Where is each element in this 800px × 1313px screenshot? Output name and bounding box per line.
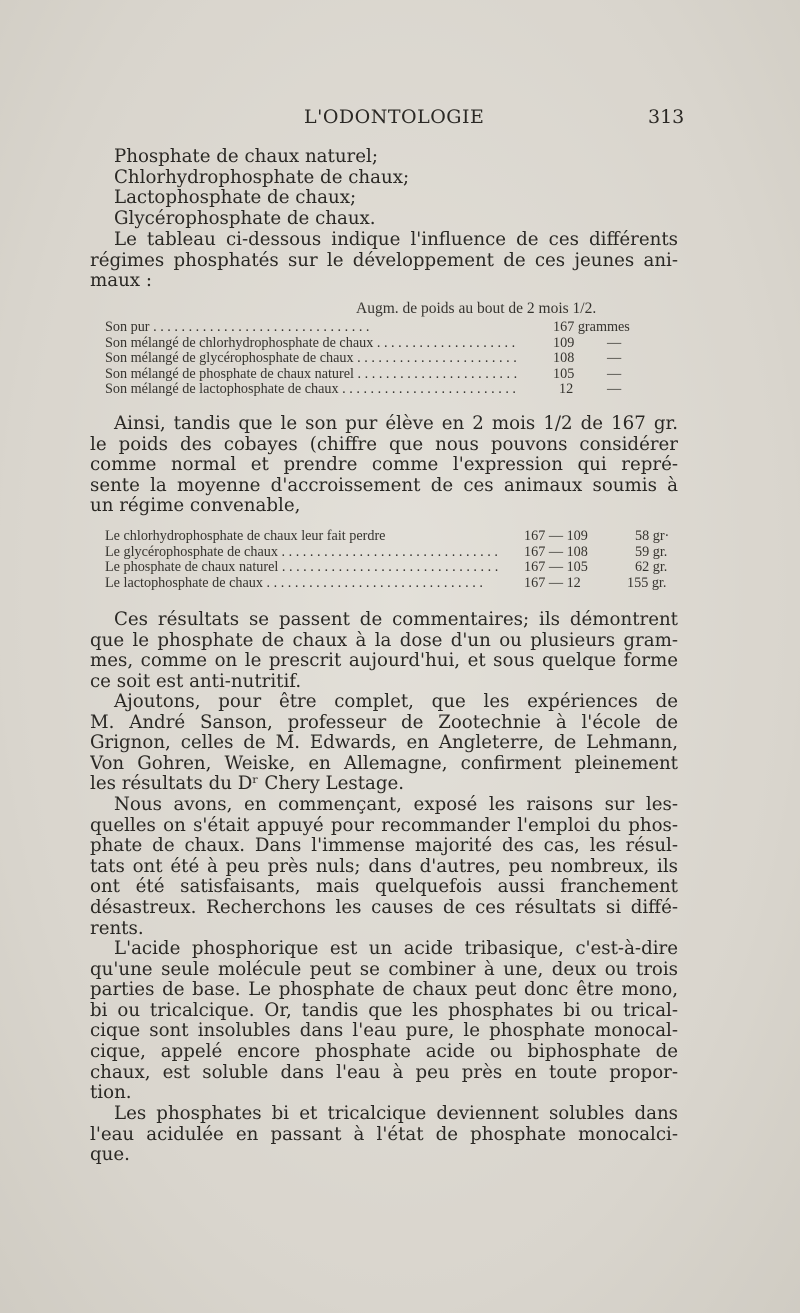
table-row	[105, 336, 665, 352]
table-row	[105, 529, 685, 545]
text-line: M. André Sanson, professeur de Zootechnie à l'école de	[90, 712, 678, 733]
row-label: Son mélangé de glycérophosphate de chaux	[105, 351, 354, 367]
text-line: maux :	[90, 270, 152, 292]
text-line: que.	[90, 1144, 130, 1166]
text-line: sente la moyenne d'accroissement de ces animaux soumis à	[90, 475, 678, 496]
row-result: 58 gr·	[635, 528, 670, 544]
row-label: Son mélangé de phosphate de chaux naturel	[105, 366, 354, 382]
table-row	[105, 576, 685, 592]
text-line: ont été satisfaisants, mais quelquefois aussi franchement	[90, 877, 678, 898]
list-item: Phosphate de chaux naturel;	[114, 146, 378, 167]
text-line: parties de base. Le phosphate de chaux peut donc être mono,	[90, 980, 678, 1001]
table-row	[105, 382, 665, 398]
row-calc: 167 — 12	[524, 574, 581, 591]
text-line: Ainsi, tandis que le son pur élève en 2 mois 1/2 de 167 gr.	[114, 414, 678, 434]
row-value: 105	[553, 365, 575, 382]
row-label: Son mélangé de chlorhydrophosphate de chaux	[105, 335, 374, 351]
paragraph-experiments	[90, 692, 678, 795]
text-line: cique sont insolubles dans l'eau pure, le phosphate monocal-	[90, 1021, 678, 1042]
row-label: Son pur	[105, 320, 150, 335]
row-label: Le chlorhydrophosphate de chaux leur fait perdre	[105, 529, 386, 544]
text-line: les résultats du Dʳ Chery Lestage.	[90, 773, 405, 795]
row-result: 59 gr.	[635, 543, 668, 560]
text-line: qu'une seule molécule peut se combiner à une, deux ou trois	[90, 959, 678, 980]
text-line: tats ont été à peu près nuls; dans d'autres, peu nombreux, ils	[90, 856, 678, 877]
text-line: Nous avons, en commençant, exposé les raisons sur les-	[114, 795, 678, 815]
paragraph-phosphoric-acid	[90, 939, 678, 1104]
row-value: 109	[553, 334, 575, 351]
text-line: régimes phosphatés sur le développement de ces jeunes ani-	[90, 250, 678, 271]
row-label: Le phosphate de chaux naturel	[105, 560, 279, 576]
text-line: quelles on s'était appuyé pour recommander l'emploi du phos-	[90, 815, 678, 836]
weight-loss-table	[105, 529, 685, 591]
text-line: comme normal et prendre comme l'expression qui repré-	[90, 455, 678, 476]
page-header	[0, 106, 800, 134]
list-item: Chlorhydrophosphate de chaux;	[114, 166, 410, 188]
table-row	[105, 320, 665, 336]
text-line: Von Gohren, Weiske, en Allemagne, confirment pleinement	[90, 753, 678, 774]
table1-header: Augm. de poids au bout de 2 mois 1/2.	[356, 300, 597, 317]
row-calc: 167 — 109	[524, 528, 588, 544]
running-title: L'ODONTOLOGIE	[304, 106, 485, 128]
row-label: Son mélangé de lactophosphate de chaux	[105, 382, 339, 398]
row-unit: —	[607, 365, 622, 382]
text-line: phate de chaux. Dans l'immense majorité des cas, les résul-	[90, 836, 678, 857]
text-line: que le phosphate de chaux à la dose d'un ou plusieurs gram-	[90, 630, 678, 651]
row-unit: —	[607, 334, 622, 351]
text-line: le poids des cobayes (chiffre que nous pouvons considérer	[90, 434, 678, 455]
text-line: Les phosphates bi et tricalcique deviennent solubles dans	[114, 1104, 678, 1124]
row-value: 167 grammes	[553, 319, 630, 335]
text-line: un régime convenable,	[90, 495, 301, 517]
text-line: ce soit est anti-nutritif.	[90, 670, 302, 692]
text-line: Le tableau ci-dessous indique l'influence de ces différents	[114, 230, 678, 250]
row-label: Le glycérophosphate de chaux	[105, 544, 278, 560]
text-line: tion.	[90, 1082, 132, 1104]
row-result: 62 gr.	[635, 559, 668, 576]
row-unit: —	[607, 381, 622, 398]
text-line: rents.	[90, 917, 144, 939]
row-result: 155 gr.	[627, 574, 667, 591]
text-line: mes, comme on le prescrit aujourd'hui, et sous quelque forme	[90, 651, 678, 672]
row-calc: 167 — 105	[524, 559, 588, 576]
row-label: Le lactophosphate de chaux	[105, 575, 263, 591]
list-item: Glycérophosphate de chaux.	[114, 207, 376, 229]
page-number: 313	[648, 106, 685, 128]
row-value: 108	[553, 350, 575, 367]
row-unit: —	[607, 350, 622, 367]
table-row	[105, 545, 685, 561]
paragraph-conclusion	[90, 610, 678, 692]
row-value: 12	[559, 381, 574, 398]
text-line: chaux, est soluble dans l'eau à peu près en toute propor-	[90, 1062, 678, 1083]
text-line: Grignon, celles de M. Edwards, en Angleterre, de Lehmann,	[90, 733, 678, 754]
table-row	[105, 351, 665, 367]
paragraph-table-intro	[90, 230, 678, 292]
text-line: Ajoutons, pour être complet, que les expériences de	[114, 692, 678, 712]
phosphate-list	[114, 147, 409, 229]
list-item: Lactophosphate de chaux;	[114, 187, 357, 209]
paragraph-solubility	[90, 1104, 678, 1166]
paragraph-causes	[90, 795, 678, 939]
weight-gain-table	[105, 320, 665, 398]
text-line: bi ou tricalcique. Or, tandis que les phosphates bi ou trical-	[90, 1000, 678, 1021]
text-line: Ces résultats se passent de commentaires; ils démontrent	[114, 610, 678, 630]
text-line: cique, appelé encore phosphate acide ou biphosphate de	[90, 1041, 678, 1062]
text-line: désastreux. Recherchons les causes de ces résultats si diffé-	[90, 897, 678, 918]
row-calc: 167 — 108	[524, 543, 588, 560]
paragraph-analysis	[90, 414, 678, 517]
table-row	[105, 367, 665, 383]
table-row	[105, 560, 685, 576]
text-line: l'eau acidulée en passant à l'état de phosphate monocalci-	[90, 1124, 678, 1145]
text-line: L'acide phosphorique est un acide tribasique, c'est-à-dire	[114, 939, 678, 959]
